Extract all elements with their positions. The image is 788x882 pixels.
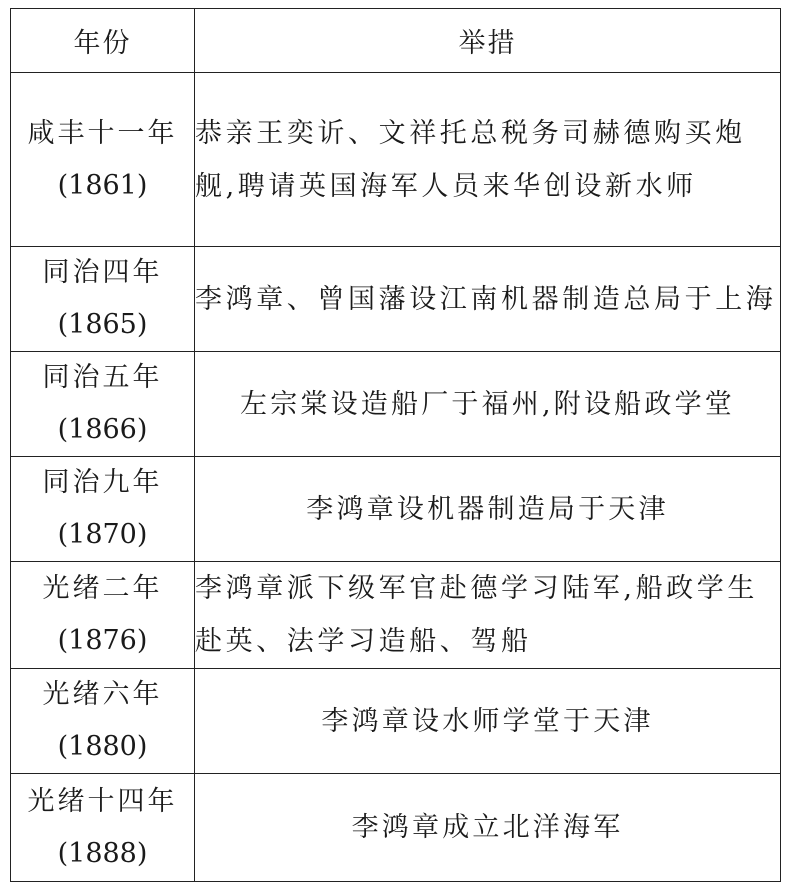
table-row bbox=[11, 457, 781, 562]
era-name: 同治四年 bbox=[42, 257, 163, 288]
table-row bbox=[11, 352, 781, 457]
events-table bbox=[10, 8, 781, 882]
year-cell bbox=[11, 73, 195, 247]
era-name: 光绪二年 bbox=[42, 573, 163, 604]
table-row bbox=[11, 73, 781, 247]
measure-cell: 李鸿章成立北洋海军 bbox=[195, 774, 781, 882]
era-name: 同治五年 bbox=[42, 362, 163, 393]
year-cell bbox=[11, 562, 195, 669]
ad-year: (1870) bbox=[57, 519, 148, 550]
table-row bbox=[11, 562, 781, 669]
table-header-row bbox=[11, 9, 781, 73]
table-row bbox=[11, 669, 781, 774]
year-cell bbox=[11, 352, 195, 457]
ad-year: (1861) bbox=[57, 169, 148, 201]
ad-year: (1880) bbox=[57, 731, 148, 762]
era-name: 光绪六年 bbox=[42, 679, 163, 710]
year-cell bbox=[11, 457, 195, 562]
era-name: 咸丰十一年 bbox=[27, 117, 178, 149]
measure-cell: 李鸿章设水师学堂于天津 bbox=[195, 669, 781, 774]
ad-year: (1865) bbox=[57, 309, 148, 340]
measure-cell: 恭亲王奕䜣、文祥托总税务司赫德购买炮舰,聘请英国海军人员来华创设新水师 bbox=[195, 73, 781, 247]
ad-year: (1876) bbox=[57, 625, 148, 656]
table-row bbox=[11, 774, 781, 882]
year-cell bbox=[11, 669, 195, 774]
measure-cell: 左宗棠设造船厂于福州,附设船政学堂 bbox=[195, 352, 781, 457]
ad-year: (1888) bbox=[57, 837, 148, 869]
year-column-header: 年份 bbox=[11, 9, 195, 73]
measure-cell: 李鸿章设机器制造局于天津 bbox=[195, 457, 781, 562]
era-name: 同治九年 bbox=[42, 467, 163, 498]
year-cell bbox=[11, 774, 195, 882]
measure-column-header: 举措 bbox=[195, 9, 781, 73]
ad-year: (1866) bbox=[57, 414, 148, 445]
table-row bbox=[11, 247, 781, 352]
measure-cell: 李鸿章、曾国藩设江南机器制造总局于上海 bbox=[195, 247, 781, 352]
measure-cell: 李鸿章派下级军官赴德学习陆军,船政学生赴英、法学习造船、驾船 bbox=[195, 562, 781, 669]
year-cell bbox=[11, 247, 195, 352]
era-name: 光绪十四年 bbox=[27, 785, 178, 817]
